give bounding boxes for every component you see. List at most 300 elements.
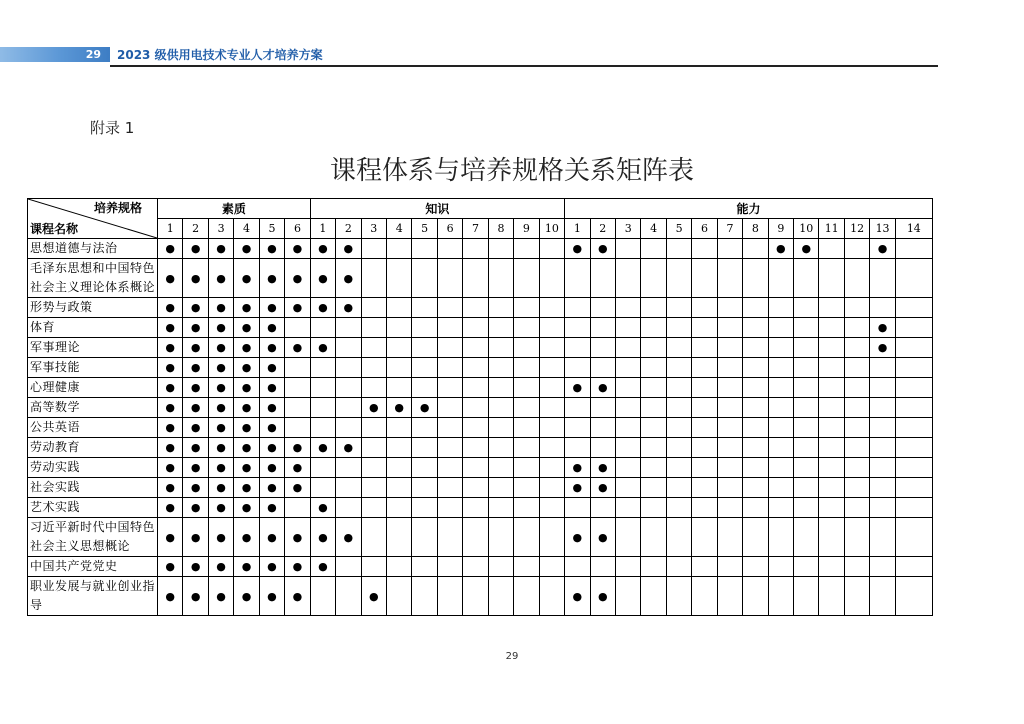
empty-cell [615,378,640,398]
course-name-cell: 公共英语 [28,418,158,438]
empty-cell [590,338,615,358]
empty-cell [870,557,895,577]
mark-cell [183,458,208,478]
mark-dot: ● [216,441,226,454]
empty-cell [539,498,564,518]
empty-cell [336,358,361,378]
mark-dot: ● [292,560,303,573]
empty-cell [666,458,691,478]
empty-cell [743,318,768,338]
empty-cell [514,418,539,438]
empty-cell [361,498,386,518]
empty-cell [717,438,742,458]
mark-dot: ● [292,461,303,474]
mark-dot: ● [267,361,277,374]
empty-cell [895,438,932,458]
empty-cell [336,318,361,338]
corner-header-cell [28,199,158,239]
mark-cell [565,239,590,259]
empty-cell [488,518,513,557]
empty-cell [514,557,539,577]
group-header-quality: 素质 [158,199,311,219]
mark-cell [870,318,895,338]
column-number: 10 [539,219,564,239]
mark-dot: ● [241,381,252,394]
empty-cell [692,338,717,358]
empty-cell [488,338,513,358]
empty-cell [844,557,869,577]
empty-cell [615,478,640,498]
mark-dot: ● [241,461,252,474]
empty-cell [844,398,869,418]
mark-cell [183,338,208,358]
mark-cell [158,398,183,418]
empty-cell [692,398,717,418]
mark-dot: ● [165,441,176,454]
empty-cell [361,478,386,498]
empty-cell [819,518,844,557]
mark-cell [259,378,284,398]
empty-cell [819,418,844,438]
empty-cell [437,318,462,338]
mark-cell [259,458,284,478]
mark-cell [183,478,208,498]
mark-dot: ● [267,589,277,603]
mark-cell [158,298,183,318]
mark-dot: ● [190,381,201,394]
empty-cell [717,259,742,298]
empty-cell [794,557,819,577]
column-number: 11 [819,219,844,239]
empty-cell [895,259,932,298]
empty-cell [463,458,488,478]
empty-cell [794,518,819,557]
column-number: 2 [183,219,208,239]
empty-cell [819,458,844,478]
footer-page-number: 29 [505,651,519,662]
empty-cell [768,298,793,318]
course-name-cell: 社会实践 [28,478,158,498]
mark-dot: ● [165,560,176,573]
empty-cell [819,498,844,518]
header-page-number: 29 [85,48,101,61]
mark-dot: ● [292,589,303,603]
empty-cell [488,557,513,577]
mark-cell [234,418,259,438]
mark-cell [794,239,819,259]
empty-cell [819,318,844,338]
empty-cell [361,458,386,478]
mark-dot: ● [190,461,201,474]
empty-cell [615,438,640,458]
empty-cell [565,398,590,418]
empty-cell [768,418,793,438]
mark-cell [208,338,233,358]
mark-dot: ● [572,589,583,603]
empty-cell [743,259,768,298]
mark-cell [361,577,386,616]
mark-dot: ● [572,461,583,474]
empty-cell [361,518,386,557]
column-number: 6 [437,219,462,239]
empty-cell [819,298,844,318]
mark-dot: ● [165,530,176,544]
mark-dot: ● [241,401,252,414]
empty-cell [717,298,742,318]
mark-dot: ● [267,301,277,314]
empty-cell [488,438,513,458]
appendix-label: 附录 1 [90,119,135,137]
table-row [28,318,933,338]
mark-dot: ● [216,271,226,285]
mark-dot: ● [190,321,201,334]
mark-dot: ● [165,341,176,354]
mark-dot: ● [597,481,608,494]
mark-cell [234,378,259,398]
empty-cell [463,518,488,557]
table-row [28,518,933,557]
empty-cell [615,557,640,577]
empty-cell [539,259,564,298]
mark-cell [158,358,183,378]
mark-dot: ● [267,341,277,354]
empty-cell [692,458,717,478]
column-number: 10 [794,219,819,239]
empty-cell [615,577,640,616]
empty-cell [819,358,844,378]
empty-cell [539,418,564,438]
empty-cell [666,259,691,298]
empty-cell [590,318,615,338]
mark-cell [259,318,284,338]
mark-cell [234,577,259,616]
empty-cell [437,438,462,458]
mark-dot: ● [292,441,303,454]
mark-cell [361,398,386,418]
mark-cell [870,338,895,358]
empty-cell [794,298,819,318]
empty-cell [819,438,844,458]
table-row [28,378,933,398]
column-number: 1 [565,219,590,239]
empty-cell [666,557,691,577]
empty-cell [794,378,819,398]
empty-cell [539,318,564,338]
mark-dot: ● [165,381,176,394]
empty-cell [565,338,590,358]
empty-cell [539,478,564,498]
empty-cell [336,418,361,438]
empty-cell [819,239,844,259]
column-number: 2 [336,219,361,239]
mark-cell [285,338,311,358]
mark-dot: ● [165,242,176,255]
empty-cell [794,318,819,338]
mark-cell [259,418,284,438]
mark-cell [183,239,208,259]
column-number-row [28,219,933,239]
empty-cell [819,557,844,577]
empty-cell [794,358,819,378]
empty-cell [717,478,742,498]
empty-cell [743,378,768,398]
mark-cell [259,398,284,418]
empty-cell [794,398,819,418]
empty-cell [387,318,412,338]
course-header-label: 课程名称 [30,222,79,236]
empty-cell [514,298,539,318]
empty-cell [641,498,666,518]
mark-dot: ● [165,401,176,414]
column-number: 12 [844,219,869,239]
empty-cell [615,318,640,338]
mark-cell [565,577,590,616]
empty-cell [743,418,768,438]
empty-cell [666,239,691,259]
mark-dot: ● [216,341,226,354]
empty-cell [336,498,361,518]
mark-dot: ● [190,560,201,573]
empty-cell [310,318,335,338]
empty-cell [615,239,640,259]
empty-cell [819,259,844,298]
mark-cell [310,298,335,318]
empty-cell [768,438,793,458]
corner-header [28,199,157,238]
empty-cell [641,518,666,557]
empty-cell [692,358,717,378]
empty-cell [539,298,564,318]
empty-cell [844,418,869,438]
empty-cell [412,239,437,259]
empty-cell [743,338,768,358]
column-number: 3 [615,219,640,239]
empty-cell [463,557,488,577]
mark-cell [565,378,590,398]
mark-cell [590,577,615,616]
mark-dot: ● [292,301,303,314]
empty-cell [615,259,640,298]
empty-cell [870,259,895,298]
mark-dot: ● [190,530,201,544]
mark-dot: ● [216,560,226,573]
mark-cell [336,298,361,318]
empty-cell [514,518,539,557]
course-name-cell: 思想道德与法治 [28,239,158,259]
empty-cell [870,577,895,616]
mark-dot: ● [165,421,176,434]
column-number: 3 [361,219,386,239]
mark-dot: ● [216,530,226,544]
mark-dot: ● [318,501,328,514]
mark-dot: ● [241,321,252,334]
empty-cell [641,458,666,478]
empty-cell [590,259,615,298]
mark-dot: ● [776,242,786,255]
empty-cell [565,438,590,458]
empty-cell [666,358,691,378]
empty-cell [819,478,844,498]
empty-cell [488,398,513,418]
mark-cell [259,259,284,298]
empty-cell [844,577,869,616]
mark-dot: ● [241,560,252,573]
empty-cell [387,259,412,298]
mark-dot: ● [241,441,252,454]
mark-dot: ● [165,301,176,314]
empty-cell [387,438,412,458]
empty-cell [641,438,666,458]
empty-cell [870,498,895,518]
empty-cell [743,458,768,478]
empty-cell [743,239,768,259]
empty-cell [514,259,539,298]
mark-cell [590,239,615,259]
empty-cell [844,498,869,518]
mark-cell [336,438,361,458]
empty-cell [641,418,666,438]
empty-cell [895,418,932,438]
mark-cell [158,378,183,398]
empty-cell [412,577,437,616]
mark-dot: ● [343,271,354,285]
mark-dot: ● [216,401,226,414]
mark-cell [590,458,615,478]
table-row [28,398,933,418]
course-name-cell: 中国共产党党史 [28,557,158,577]
empty-cell [437,338,462,358]
mark-cell [285,577,311,616]
mark-dot: ● [368,589,379,603]
mark-cell [310,557,335,577]
mark-dot: ● [216,242,226,255]
column-number: 4 [641,219,666,239]
empty-cell [895,239,932,259]
empty-cell [743,577,768,616]
empty-cell [895,518,932,557]
course-name-cell: 艺术实践 [28,498,158,518]
empty-cell [514,498,539,518]
column-number: 9 [768,219,793,239]
empty-cell [895,458,932,478]
empty-cell [361,557,386,577]
column-number: 7 [717,219,742,239]
mark-cell [234,398,259,418]
mark-dot: ● [877,321,888,334]
mark-cell [259,557,284,577]
empty-cell [463,318,488,338]
table-row [28,458,933,478]
empty-cell [565,557,590,577]
empty-cell [387,378,412,398]
mark-cell [158,259,183,298]
empty-cell [717,338,742,358]
mark-dot: ● [267,381,277,394]
mark-cell [285,259,311,298]
mark-cell [183,298,208,318]
empty-cell [641,298,666,318]
mark-dot: ● [597,589,608,603]
mark-cell [259,358,284,378]
empty-cell [488,478,513,498]
course-name-cell: 心理健康 [28,378,158,398]
mark-cell [234,557,259,577]
mark-dot: ● [165,271,176,285]
mark-dot: ● [292,341,303,354]
empty-cell [387,458,412,478]
table-row [28,239,933,259]
empty-cell [514,358,539,378]
empty-cell [387,557,412,577]
course-name-cell: 军事理论 [28,338,158,358]
empty-cell [514,577,539,616]
empty-cell [717,358,742,378]
empty-cell [666,577,691,616]
mark-dot: ● [241,501,252,514]
table-row [28,259,933,298]
mark-cell [590,378,615,398]
empty-cell [895,338,932,358]
mark-cell [158,577,183,616]
empty-cell [743,557,768,577]
mark-cell [234,318,259,338]
empty-cell [692,557,717,577]
empty-cell [565,498,590,518]
mark-dot: ● [318,441,328,454]
empty-cell [743,298,768,318]
empty-cell [412,338,437,358]
empty-cell [387,338,412,358]
empty-cell [844,338,869,358]
empty-cell [361,378,386,398]
empty-cell [666,478,691,498]
column-number: 13 [870,219,895,239]
table-row [28,498,933,518]
empty-cell [336,338,361,358]
empty-cell [463,239,488,259]
empty-cell [565,259,590,298]
empty-cell [463,498,488,518]
empty-cell [895,478,932,498]
empty-cell [437,518,462,557]
mark-dot: ● [267,560,277,573]
empty-cell [768,577,793,616]
empty-cell [641,358,666,378]
empty-cell [488,498,513,518]
mark-cell [768,239,793,259]
course-name-cell: 毛泽东思想和中国特色社会主义理论体系概论 [28,259,158,298]
mark-dot: ● [292,481,303,494]
empty-cell [615,418,640,438]
empty-cell [387,518,412,557]
empty-cell [285,498,311,518]
mark-cell [234,239,259,259]
empty-cell [310,478,335,498]
mark-dot: ● [190,421,201,434]
mark-dot: ● [216,589,226,603]
matrix-table [27,198,933,616]
empty-cell [895,318,932,338]
empty-cell [539,438,564,458]
mark-cell [259,518,284,557]
empty-cell [488,358,513,378]
empty-cell [692,498,717,518]
mark-cell [259,239,284,259]
mark-dot: ● [216,321,226,334]
mark-cell [234,259,259,298]
header-document-title: 2023 级供用电技术专业人才培养方案 [117,48,323,62]
mark-cell [285,438,311,458]
